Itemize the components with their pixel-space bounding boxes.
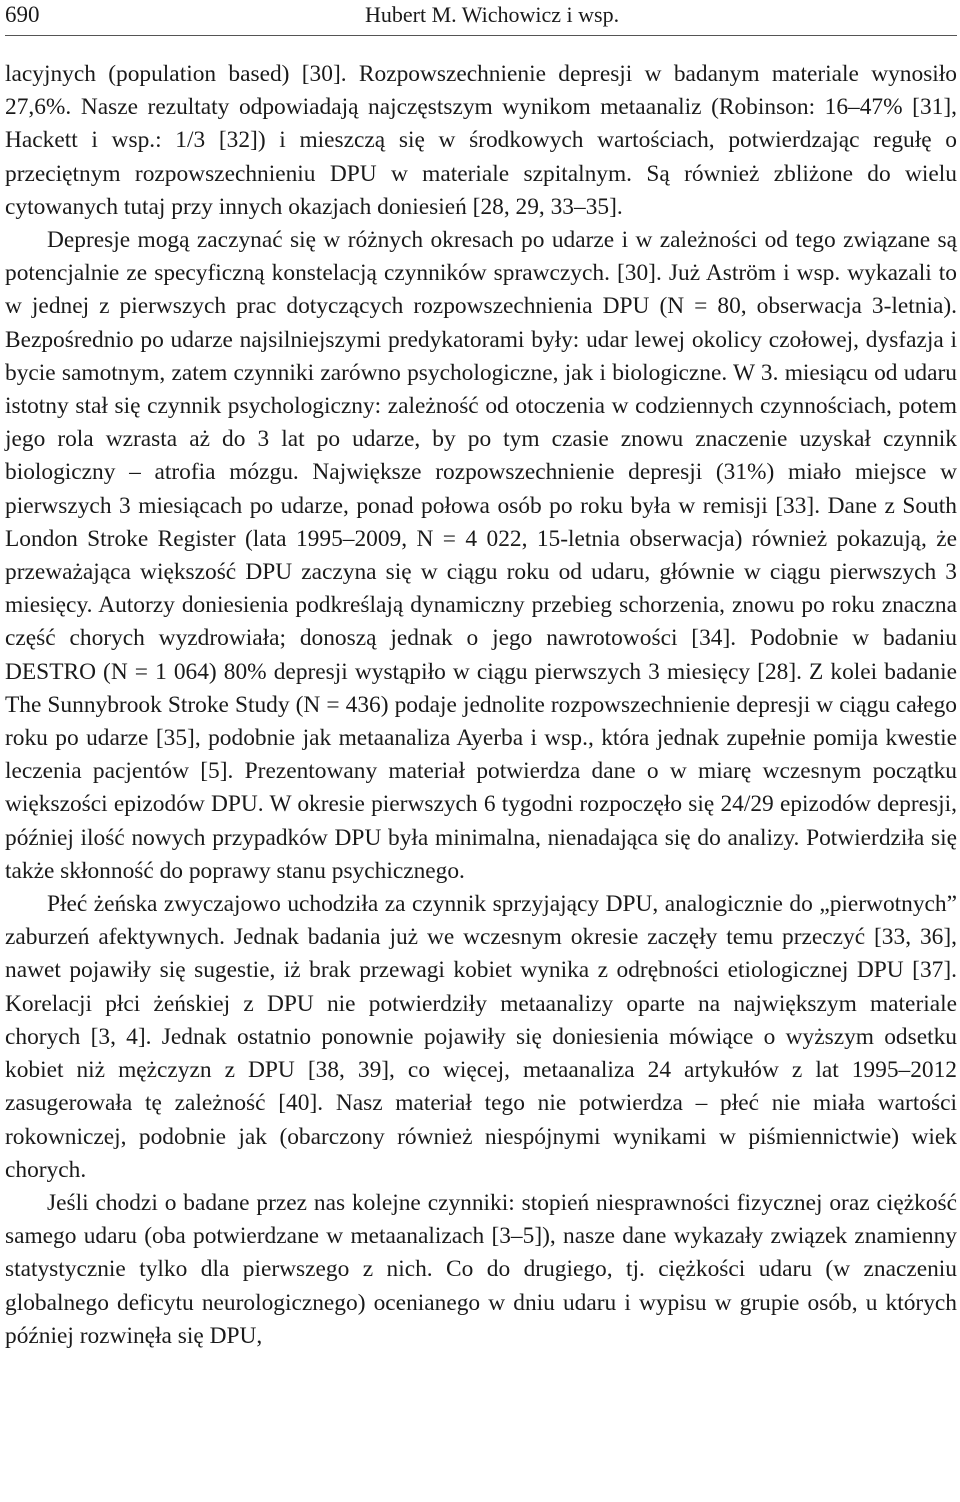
paragraph-disability-severity: Jeśli chodzi o badane przez nas kolejne czynniki: stopień niesprawności fizycznej oraz ciężkość samego udaru (oba potwierdzane w metaanalizach [3–5]), nasze dane wykazały związek znamienny statystycznie tylko dla pierwszego z nich. Co do drugiego, tj. ciężkości udaru (w znaczeniu globalnego deficytu neurologicznego) ocenianego w dniu udaru i wypisu w grupie osób, u których później rozwinęła się DPU,	[5, 1189, 957, 1349]
document-page	[5, 0, 957, 1353]
page-number: 690	[5, 2, 40, 27]
header-rule	[5, 35, 957, 36]
running-header	[5, 0, 957, 35]
running-title: Hubert M. Wichowicz i wsp.	[365, 2, 620, 27]
paragraph-continued: lacyjnych (population based) [30]. Rozpowszechnienie depresji w badanym materiale wynosiło 27,6%. Nasze rezultaty odpowiadają najczęstszym wynikom metaanaliz (Robinson: 16–47% [31], Hackett i wsp.: 1/3 [32]) i mieszczą się w środkowych wartościach, potwierdzając regułę o przeciętnym rozpowszechnieniu DPU w materiale szpitalnym. Są również zbliżone do wielu cytowanych tutaj przy innych okazjach doniesień [28, 29, 33–35].	[5, 61, 957, 220]
body-text	[5, 58, 957, 1353]
paragraph-onset-timing: Depresje mogą zaczynać się w różnych okresach po udarze i w zależności od tego związane są potencjalnie ze specyficzną konstelacją czynników sprawczych. [30]. Już Aström i wsp. wykazali to w jednej z pierwszych prac dotyczących rozpowszechnienia DPU (N = 80, obserwacja 3-letnia). Bezpośrednio po udarze najsilniejszymi predykatorami były: udar lewej okolicy czołowej, dysfazja i bycie samotnym, zatem czynniki zarówno psychologiczne, jak i biologiczne. W 3. miesiącu od udaru istotny stał się czynnik psychologiczny: zależność od otoczenia w codziennych czynnościach, potem jego rola wzrasta aż do 3 lat po udarze, by po tym czasie znowu znaczenie uzyskał czynnik biologiczny – atrofia mózgu. Największe rozpowszechnienie depresji (31%) miało miejsce w pierwszych 3 miesiącach po udarze, ponad połowa osób po roku była w remisji [33]. Dane z South London Stroke Register (lata 1995–2009, N = 4 022, 15-letnia obserwacja) również pokazują, że przeważająca większość DPU zaczyna się w ciągu roku od udaru, głównie w ciągu pierwszych 3 miesięcy. Autorzy doniesienia podkreślają dynamiczny przebieg schorzenia, znowu po roku znaczna część chorych wyzdrowiała; donoszą jednak o jego nawrotowości [34]. Podobnie w badaniu DESTRO (N = 1 064) 80% depresji wystąpiło w ciągu pierwszych 3 miesięcy [28]. Z kolei badanie The Sunnybrook Stroke Study (N = 436) podaje jednolite rozpowszechnienie depresji w ciągu całego roku po udarze [35], podobnie jak metaanaliza Ayerba i wsp., która jednak zupełnie pomija kwestie leczenia pacjentów [5]. Prezentowany materiał potwierdza dane o w miarę wczesnym początku większości epizodów DPU. W okresie pierwszych 6 tygodni rozpoczęło się 24/29 epizodów depresji, później ilość nowych przypadków DPU była minimalna, nienadająca się do analizy. Potwierdziła się także skłonność do poprawy stanu psychicznego.	[5, 227, 957, 884]
paragraph-gender: Płeć żeńska zwyczajowo uchodziła za czynnik sprzyjający DPU, analogicznie do „pierwotnych” zaburzeń afektywnych. Jednak badania już we wczesnym okresie zaczęły temu przeczyć [33, 36], nawet pojawiły się sugestie, iż brak przewagi kobiet wynika z odrębności etiologicznej DPU [37]. Korelacji płci żeńskiej z DPU nie potwierdziły metaanalizy oparte na największym materiale chorych [3, 4]. Jednak ostatnio ponownie pojawiły się doniesienia mówiące o wyższym odsetku kobiet niż mężczyzn z DPU [38, 39], co więcej, metaanaliza 24 artykułów z lat 1995–2012 zasugerowała tę zależność [40]. Nasz materiał tego nie potwierdza – płeć nie miała wartości rokowniczej, podobnie jak (obarczony również niespójnymi wynikami w piśmiennictwie) wiek chorych.	[5, 891, 957, 1183]
